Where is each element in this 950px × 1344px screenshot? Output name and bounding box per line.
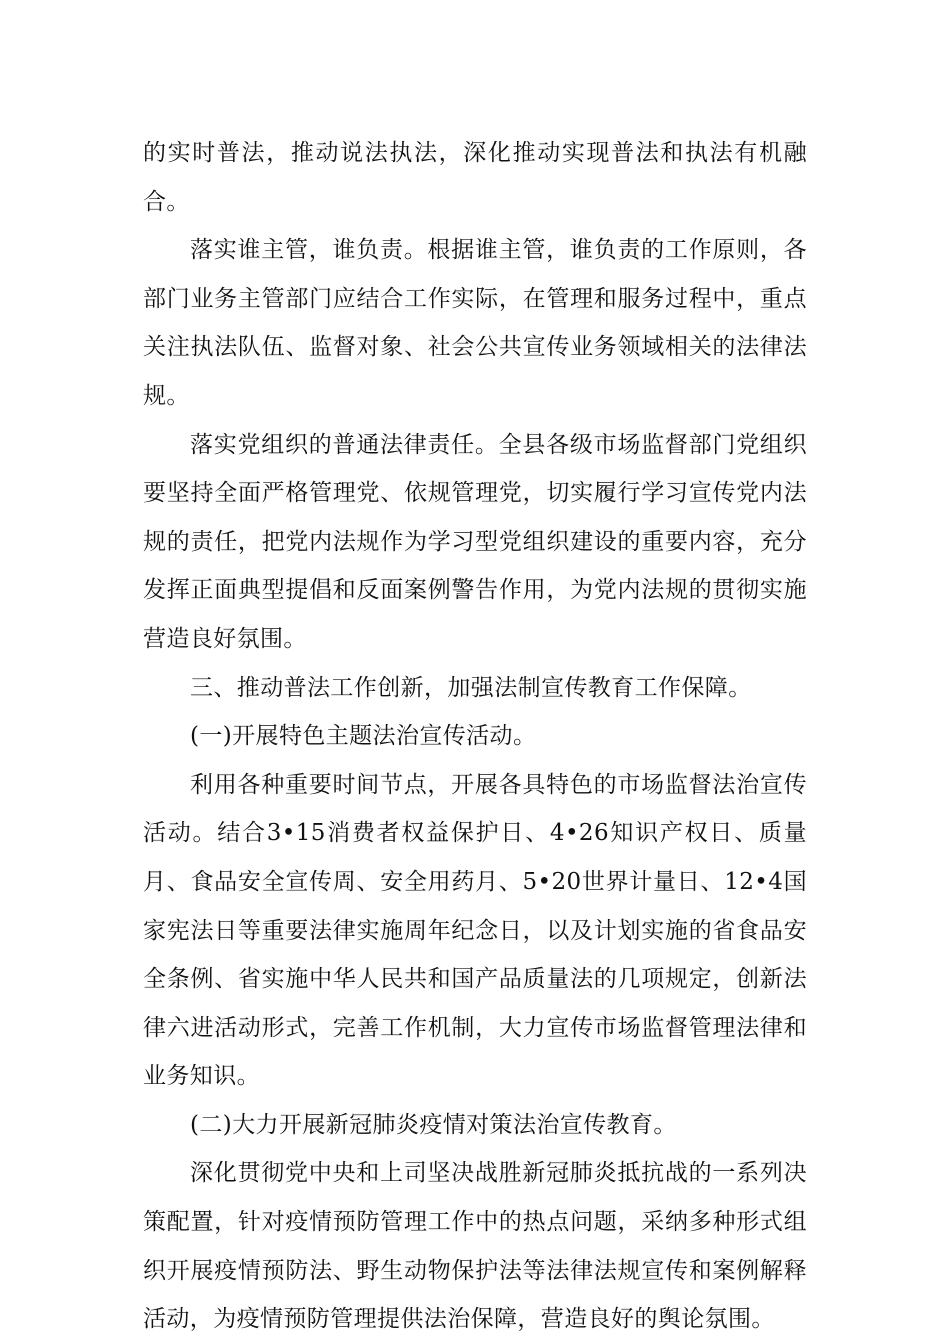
paragraph-continuation: 的实时普法，推动说法执法，深化推动实现普法和执法有机融合。 <box>143 140 807 215</box>
section-heading-three: 三、推动普法工作创新，加强法制宣传教育工作保障。 <box>190 674 752 701</box>
paragraph-responsibility: 落实谁主管，谁负责。根据谁主管，谁负责的工作原则，各部门业务主管部门应结合工作实际，在管理和服务过程中，重点关注执法队伍、监督对象、社会公共宣传业务领域相关的法律法规。 <box>143 237 807 409</box>
paragraph-epidemic-education: 深化贯彻党中央和上司坚决战胜新冠肺炎抵抗战的一系列决策配置，针对疫情预防管理工作中的热点问题，采纳多种形式组织开展疫情预防法、野生动物保护法等法律法规宣传和案例解释活动，为疫情预防管理提供法治保障，营造良好的舆论氛围。 <box>143 1160 807 1333</box>
paragraph-party-organization: 落实党组织的普通法律责任。全县各级市场监督部门党组织要坚持全面严格管理党、依规管理党，切实履行学习宣传党内法规的责任，把党内法规作为学习型党组织建设的重要内容，充分发挥正面典型提倡和反面案例警告作用，为党内法规的贯彻实施营造良好氛围。 <box>143 431 807 652</box>
subheading-two: (二)大力开展新冠肺炎疫情对策法治宣传教育。 <box>190 1111 677 1138</box>
document-body <box>143 129 807 1344</box>
subheading-one: (一)开展特色主题法治宣传活动。 <box>190 723 537 750</box>
paragraph-themed-activities: 利用各种重要时间节点，开展各具特色的市场监督法治宣传活动。结合3•15消费者权益保护日、4•26知识产权日、质量月、食品安全宣传周、安全用药月、5•20世界计量日、12•4国家宪法日等重要法律实施周年纪念日，以及计划实施的省食品安全条例、省实施中华人民共和国产品质量法的几项规定，创新法律六进活动形式，完善工作机制，大力宣传市场监督管理法律和业务知识。 <box>143 771 807 1090</box>
